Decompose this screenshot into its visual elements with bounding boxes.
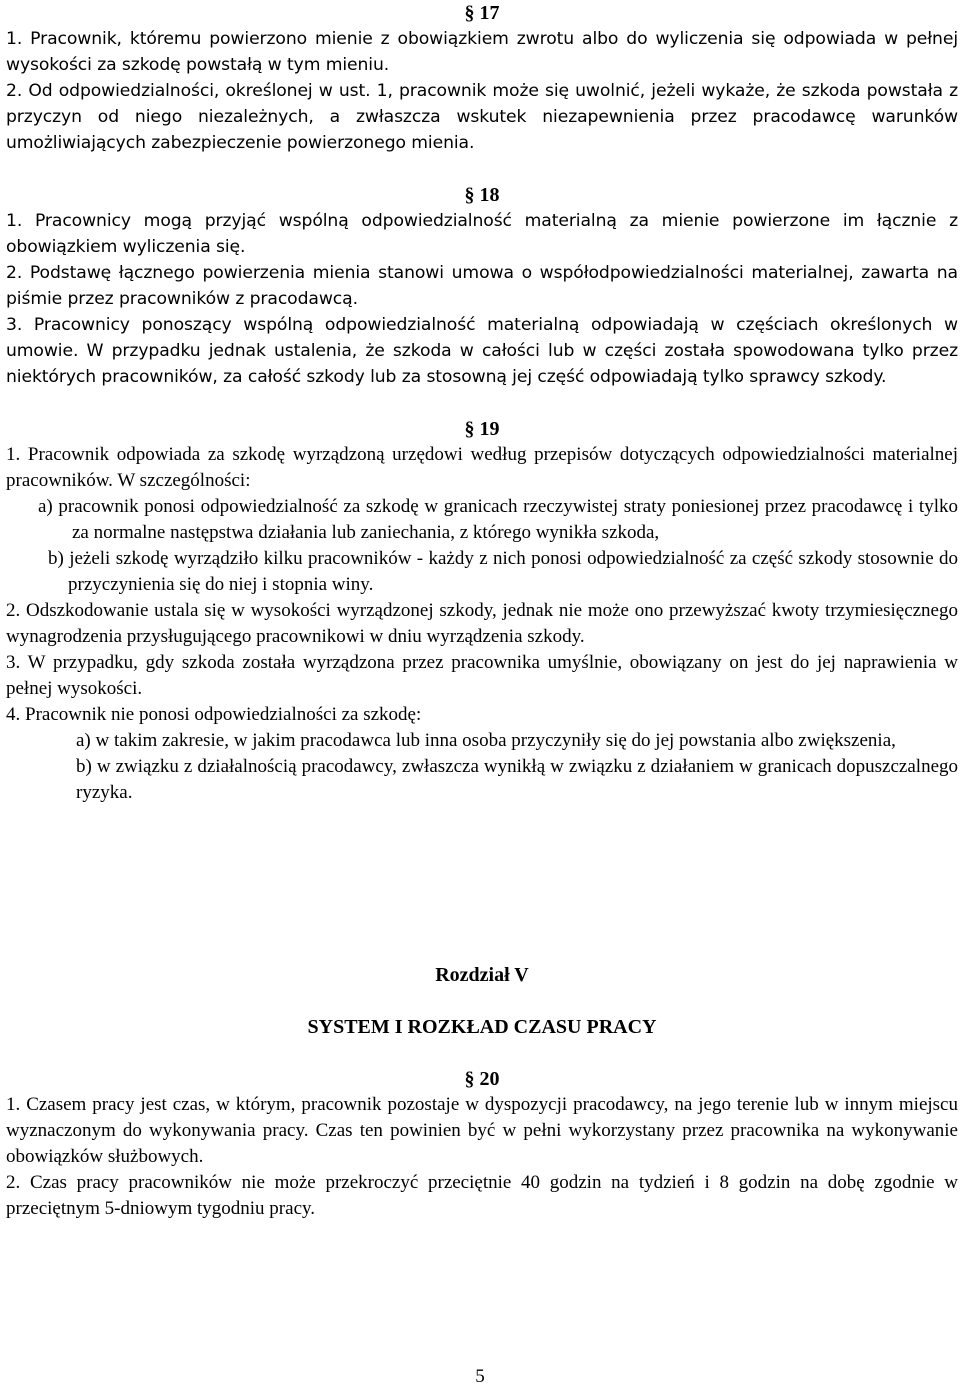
paragraph-19-4b: b) w związku z działalnością pracodawcy, zwłaszcza wynikłą w związku z działaniem w granicach dopuszczalnego ryzyka. — [76, 756, 958, 803]
section-heading-20: § 20 — [464, 1068, 500, 1090]
paragraph-19-3: 3. W przypadku, gdy szkoda została wyrządzona przez pracownika umyślnie, obowiązany on jest do jej naprawienia w pełnej wysokości. — [6, 652, 958, 699]
paragraph-19-2: 2. Odszkodowanie ustala się w wysokości wyrządzonej szkody, jednak nie może ono przewyższać kwoty trzymiesięcznego wynagrodzenia przysługującego pracownikowi w dniu wyrządzenia szkody. — [6, 600, 958, 647]
paragraph-19-1b: b) jeżeli szkodę wyrządziło kilku pracowników - każdy z nich ponosi odpowiedzialność za część szkody stosownie do przyczynienia się do niej i stopnia winy. — [48, 548, 958, 595]
paragraph-17-1: 1. Pracownik, któremu powierzono mienie z obowiązkiem zwrotu albo do wyliczenia się odpowiada w pełnej wysokości za szkodę powstałą w tym mieniu. — [6, 29, 958, 75]
paragraph-19-4: 4. Pracownik nie ponosi odpowiedzialności za szkodę: — [6, 704, 422, 725]
chapter-subtitle: SYSTEM I ROZKŁAD CZASU PRACY — [307, 1016, 657, 1038]
spacer — [6, 390, 958, 416]
spacer — [6, 1040, 958, 1066]
paragraph-20-2: 2. Czas pracy pracowników nie może przekroczyć przeciętnie 40 godzin na tydzień i 8 godzin na dobę zgodnie w przeciętnym 5-dniowym tygodniu pracy. — [6, 1172, 958, 1219]
document-page — [6, 0, 958, 1222]
spacer — [6, 156, 958, 182]
paragraph-17-2: 2. Od odpowiedzialności, określonej w ust. 1, pracownik może się uwolnić, jeżeli wykaże, że szkoda powstała z przyczyn od niego niezależnych, a zwłaszcza wskutek niezapewnienia przez pracodawcę warunków umożliwiających zabezpieczenie powierzonego mienia. — [6, 81, 958, 153]
section-heading-18: § 18 — [464, 184, 500, 206]
paragraph-19-1a: a) pracownik ponosi odpowiedzialność za szkodę w granicach rzeczywistej straty poniesionej przez pracodawcę i tylko za normalne następstwa działania lub zaniechania, z którego wynikła szkoda, — [38, 496, 958, 543]
chapter-title: Rozdział V — [435, 964, 529, 986]
paragraph-18-2: 2. Podstawę łącznego powierzenia mienia stanowi umowa o współodpowiedzialności materialnej, zawarta na piśmie przez pracowników z pracodawcą. — [6, 263, 958, 309]
page-number: 5 — [475, 1366, 485, 1387]
paragraph-20-1: 1. Czasem pracy jest czas, w którym, pracownik pozostaje w dyspozycji pracodawcy, na jego terenie lub w innym miejscu wyznaczonym do wykonywania pracy. Czas ten powinien być w pełni wykorzystany przez pracownika na wykonywanie obowiązków służbowych. — [6, 1094, 958, 1167]
section-heading-17: § 17 — [464, 2, 500, 24]
paragraph-18-3: 3. Pracownicy ponoszący wspólną odpowiedzialność materialną odpowiadają w częściach określonych w umowie. W przypadku jednak ustalenia, że szkoda w całości lub w części została spowodowana tylko przez niektórych pracowników, za całość szkody lub za stosowną jej część odpowiadają tylko sprawcy szkody. — [6, 315, 958, 387]
paragraph-19-1: 1. Pracownik odpowiada za szkodę wyrządzoną urzędowi według przepisów dotyczących odpowiedzialności materialnej pracowników. W szczególności: — [6, 444, 958, 491]
spacer — [6, 806, 958, 962]
spacer — [6, 988, 958, 1014]
paragraph-18-1: 1. Pracownicy mogą przyjąć wspólną odpowiedzialność materialną za mienie powierzone im łącznie z obowiązkiem wyliczenia się. — [6, 211, 958, 257]
paragraph-19-4a: a) w takim zakresie, w jakim pracodawca lub inna osoba przyczyniły się do jej powstania albo zwiększenia, — [76, 730, 896, 751]
section-heading-19: § 19 — [464, 418, 500, 440]
